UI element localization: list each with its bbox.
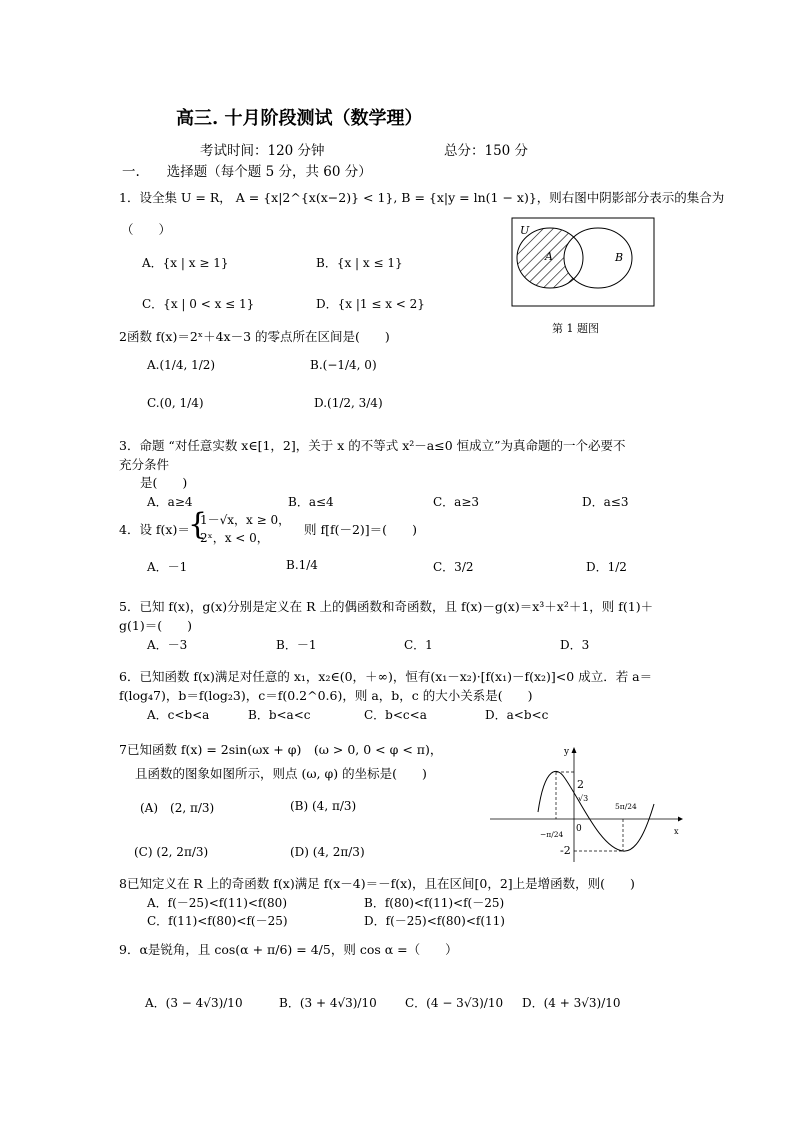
label-a: A bbox=[545, 250, 553, 263]
q6-option-c: C．b<c<a bbox=[364, 708, 427, 722]
max-label: 2 bbox=[577, 778, 584, 791]
q2-option-d: D.(1/2, 3/4) bbox=[314, 396, 383, 410]
min-label: -2 bbox=[560, 844, 571, 857]
q2-option-a: A.(1/4, 1/2) bbox=[147, 358, 216, 372]
q1-paren: （ ） bbox=[121, 222, 172, 237]
q4-piece-2: 2ˣ，x < 0， bbox=[200, 531, 269, 545]
q5-stem-line2: g(1)＝( ) bbox=[119, 618, 192, 633]
y-axis-arrow bbox=[572, 747, 577, 753]
q4-piece-1: 1－√x，x ≥ 0， bbox=[200, 513, 291, 527]
q5-option-d: D．3 bbox=[560, 638, 590, 652]
q1-option-c: C．{x | 0 < x ≤ 1} bbox=[142, 297, 255, 311]
q4-option-a: A．－1 bbox=[147, 560, 188, 574]
q2-option-b: B.(−1/4, 0) bbox=[310, 358, 377, 372]
q8-option-a: A．f(－25)<f(11)<f(80) bbox=[147, 896, 287, 910]
q4-brace: { bbox=[188, 507, 208, 542]
q1-option-b: B．{x | x ≤ 1} bbox=[316, 256, 403, 270]
q8-option-c: C．f(11)<f(80)<f(－25) bbox=[147, 914, 288, 928]
exam-time: 考试时间：120 分钟 bbox=[200, 143, 325, 159]
sine-curve bbox=[538, 771, 654, 851]
total-score: 总分：150 分 bbox=[444, 143, 529, 159]
q4-option-b: B.1/4 bbox=[286, 558, 318, 572]
q8-option-b: B．f(80)<f(11)<f(－25) bbox=[364, 896, 505, 910]
q6-stem-line1: 6．已知函数 f(x)满足对任意的 x₁，x₂∈(0，＋∞)，恒有(x₁－x₂)·[f(x₁)－f(x₂)]<0 成立．若 a＝ bbox=[119, 669, 653, 684]
q8-stem: 8已知定义在 R 上的奇函数 f(x)满足 f(x－4)＝－f(x)，且在区间[0，2]上是增函数，则( ) bbox=[119, 876, 635, 891]
q6-option-a: A．c<b<a bbox=[147, 708, 210, 722]
x-axis-label: x bbox=[674, 827, 679, 836]
root3-label: √3 bbox=[578, 794, 589, 803]
origin-label: 0 bbox=[576, 824, 582, 834]
q9-option-c: C．(4 − 3√3)/10 bbox=[405, 996, 504, 1010]
q1-stem: 1．设全集 U = R， A = {x|2^{x(x−2)} < 1}, B = {x|y = ln(1 − x)}，则右图中阴影部分表示的集合为 bbox=[119, 190, 725, 205]
q4-option-c: C．3/2 bbox=[433, 560, 474, 574]
q6-option-d: D．a<b<c bbox=[485, 708, 549, 722]
section-heading: 一. 选择题（每个题 5 分，共 60 分） bbox=[122, 164, 372, 180]
q3-stem-line1: 3．命题 “对任意实数 x∈[1，2]，关于 x 的不等式 x²－a≤0 恒成立”为真命题的一个必要不 bbox=[119, 438, 626, 453]
q9-option-d: D．(4 + 3√3)/10 bbox=[522, 996, 621, 1010]
label-u: U bbox=[520, 224, 530, 237]
q3-stem-line2: 充分条件 bbox=[119, 457, 170, 472]
q1-option-d: D．{x |1 ≤ x < 2} bbox=[316, 297, 425, 311]
q3-option-d: D．a≤3 bbox=[582, 495, 629, 509]
q1-option-a: A．{x | x ≥ 1} bbox=[142, 256, 229, 270]
figure-caption: 第 1 题图 bbox=[552, 322, 599, 335]
q7-stem-line2: 且函数的图象如图所示，则点 (ω, φ) 的坐标是( ) bbox=[135, 766, 427, 781]
q2-stem: 2函数 f(x)＝2ˣ＋4x－3 的零点所在区间是( ) bbox=[119, 329, 390, 344]
q3-stem-line3: 是( ) bbox=[140, 475, 188, 490]
q7-stem-line1: 7已知函数 f(x) = 2sin(ωx + φ) (ω > 0, 0 < φ < π)， bbox=[119, 742, 443, 757]
x-left-label: −π/24 bbox=[540, 830, 564, 839]
q7-option-c: (C) (2, 2π/3) bbox=[134, 845, 209, 859]
q2-option-c: C.(0, 1/4) bbox=[147, 396, 204, 410]
sine-graph bbox=[488, 744, 688, 866]
venn-diagram bbox=[508, 214, 658, 310]
x-axis-arrow bbox=[678, 817, 683, 822]
y-axis-label: y bbox=[564, 747, 570, 757]
q3-option-a: A．a≥4 bbox=[147, 495, 193, 509]
q5-option-c: C．1 bbox=[404, 638, 433, 652]
q8-option-d: D．f(－25)<f(80)<f(11) bbox=[364, 914, 505, 928]
q4-stem-suffix: 则 f[f(－2)]＝( ) bbox=[304, 522, 417, 537]
label-b: B bbox=[615, 251, 624, 264]
q4-stem-prefix: 4．设 f(x)＝ bbox=[119, 522, 190, 537]
q6-stem-line2: f(log₄7)，b＝f(log₂3)，c＝f(0.2^0.6)，则 a，b，c 的大小关系是( ) bbox=[119, 688, 533, 703]
q7-option-d: (D) (4, 2π/3) bbox=[290, 845, 365, 859]
q3-option-b: B．a≤4 bbox=[288, 495, 334, 509]
q4-option-d: D．1/2 bbox=[586, 560, 627, 574]
q9-option-b: B．(3 + 4√3)/10 bbox=[279, 996, 377, 1010]
q5-option-b: B．－1 bbox=[276, 638, 317, 652]
page-title: 高三. 十月阶段测试（数学理） bbox=[176, 108, 423, 129]
q9-option-a: A．(3 − 4√3)/10 bbox=[145, 996, 243, 1010]
q6-option-b: B．b<a<c bbox=[248, 708, 311, 722]
q9-stem: 9．α是锐角，且 cos(α + π/6) = 4/5，则 cos α =（ ） bbox=[119, 942, 458, 957]
x-right-label: 5π/24 bbox=[615, 802, 637, 811]
q7-option-b: (B) (4, π/3) bbox=[290, 799, 357, 813]
q7-option-a: (A) (2, π/3) bbox=[140, 801, 215, 815]
q5-stem-line1: 5．已知 f(x)，g(x)分别是定义在 R 上的偶函数和奇函数，且 f(x)－g(x)＝x³＋x²＋1，则 f(1)＋ bbox=[119, 599, 654, 614]
q3-option-c: C．a≥3 bbox=[433, 495, 480, 509]
q5-option-a: A．－3 bbox=[147, 638, 188, 652]
